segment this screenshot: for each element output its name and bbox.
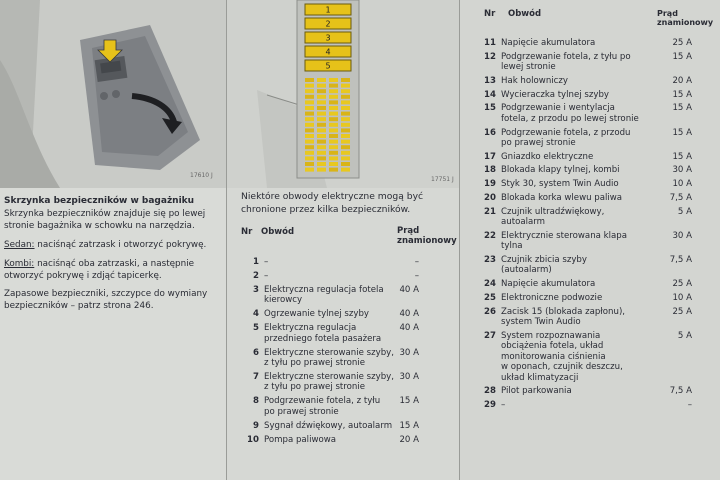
rated-current: 30 A: [672, 230, 692, 241]
fuse-number: 16: [484, 127, 496, 138]
fuse-slot-small: [317, 145, 326, 149]
fuse-number: 5: [253, 323, 259, 334]
fuse-slot-small: [341, 128, 350, 132]
fuse-slot-number: 5: [325, 61, 331, 71]
rated-current: 30 A: [399, 347, 419, 358]
header-nr: Nr: [241, 227, 253, 237]
circuit-name: System rozpoznawania obciążenia fotela, układ monitorowania ciśnienia w oponach, czujnik deszczu, układ klimatyzacji: [501, 330, 623, 383]
fuse-slot-small: [329, 100, 338, 104]
fuse-slot-number: 1: [325, 5, 331, 15]
rated-current: 5 A: [677, 330, 692, 341]
fuse-slot-small: [317, 112, 326, 116]
fuse-slot-small: [317, 134, 326, 138]
fuse-number: 17: [484, 151, 496, 162]
fuse-number: 12: [484, 51, 496, 62]
circuit-name: Zacisk 15 (blokada zapłonu), system Twin Audio: [501, 306, 626, 327]
circuit-name: Podgrzewanie fotela, z przodu po prawej stronie: [501, 127, 631, 148]
fuse-slot-small: [317, 106, 326, 110]
fuse-slot-small: [341, 106, 350, 110]
trunk-fusebox-illustration: [0, 0, 226, 188]
fuse-slot-small: [305, 89, 314, 93]
fuse-slot-small: [341, 78, 350, 82]
fuse-slot-small: [317, 168, 326, 172]
middle-page: [227, 0, 459, 480]
circuit-name: –: [264, 270, 269, 281]
fuse-number: 24: [484, 279, 496, 290]
fuse-number: 29: [484, 400, 496, 411]
fuse-slot-small: [329, 156, 338, 160]
fuse-slot-small: [329, 89, 338, 93]
rated-current: 15 A: [399, 396, 419, 407]
trunk-photo: [0, 0, 226, 188]
circuit-name: Gniazdko elektryczne: [501, 151, 594, 162]
circuit-name: –: [501, 400, 506, 411]
rated-current: 7,5 A: [669, 192, 692, 203]
fuse-number: 1: [253, 257, 259, 267]
circuit-name: Podgrzewanie fotela, z tyłu po lewej stronie: [501, 51, 631, 73]
fuse-slot-small: [329, 95, 338, 99]
fuse-slot-small: [341, 89, 350, 93]
fuse-slot-number: 3: [325, 33, 331, 43]
fuse-number: 10: [247, 434, 259, 445]
fusebox-photo: [227, 0, 459, 188]
circuit-name: Czujnik ultradźwiękowy, autoalarm: [501, 206, 605, 227]
fuse-slot-small: [329, 162, 338, 166]
circuit-name: Elektrycznie sterowana klapa tylna: [501, 230, 627, 252]
fuse-number: 15: [484, 103, 496, 114]
header-obwod: Obwód: [261, 227, 295, 237]
fuse-slot-small: [317, 151, 326, 155]
fuse-number: 22: [484, 230, 496, 241]
fuse-slot-small: [317, 156, 326, 160]
kombi-paragraph: Kombi: naciśnąć oba zatrzaski, a następnie otworzyć pokrywę i zdjąć tapicerkę.: [4, 259, 195, 281]
fuse-slot-small: [341, 95, 350, 99]
fuse-slot-small: [305, 162, 314, 166]
fuse-slot-small: [329, 145, 338, 149]
rated-current: 7,5 A: [669, 386, 692, 397]
header-obwod: Obwód: [508, 9, 542, 19]
fuse-slot-small: [317, 128, 326, 132]
fuse-slot-small: [305, 134, 314, 138]
rated-current: 10 A: [672, 179, 692, 190]
rated-current: 25 A: [672, 38, 692, 48]
circuit-name: Pilot parkowania: [501, 386, 572, 397]
section-title: Skrzynka bezpieczników w bagażniku: [4, 196, 195, 206]
rated-current: 40 A: [399, 323, 419, 334]
rated-current: 30 A: [672, 165, 692, 176]
rated-current: 7,5 A: [669, 254, 692, 265]
circuit-name: Blokada korka wlewu paliwa: [501, 192, 623, 203]
circuit-name: Napięcie akumulatora: [501, 38, 596, 48]
fuse-number: 2: [253, 270, 259, 281]
right-page: [460, 0, 720, 480]
circuit-name: Pompa paliwowa: [264, 434, 337, 445]
fuse-slot-small: [317, 89, 326, 93]
fuse-slot-small: [305, 112, 314, 116]
rated-current: 15 A: [672, 103, 692, 114]
fuse-slot-small: [329, 140, 338, 144]
intro-paragraph: Niektóre obwody elektryczne mogą być chronione przez kilka bezpieczników.: [241, 191, 424, 215]
fuse-slot-small: [329, 168, 338, 172]
fuse-slot-small: [305, 140, 314, 144]
fuse-slot-small: [341, 100, 350, 104]
fuse-slot-small: [329, 78, 338, 82]
fuse-number: 11: [484, 38, 496, 48]
rated-current: 15 A: [672, 89, 692, 100]
fuse-slot-small: [317, 140, 326, 144]
fuse-slot-small: [305, 145, 314, 149]
fuse-slot-small: [341, 162, 350, 166]
fuse-number: 14: [484, 89, 496, 100]
fuse-slot-small: [341, 145, 350, 149]
fuse-number: 20: [484, 192, 496, 203]
left-page: [0, 0, 226, 480]
fuse-slot-small: [329, 106, 338, 110]
circuit-name: Elektroniczne podwozie: [501, 292, 603, 303]
fuse-slot-small: [305, 128, 314, 132]
rated-current: 5 A: [677, 206, 692, 217]
fuse-slot-small: [329, 134, 338, 138]
fuse-slot-small: [329, 84, 338, 88]
fuse-number: 28: [484, 386, 496, 397]
photo-caption: 17751 J: [431, 176, 454, 183]
fuse-number: 19: [484, 179, 496, 190]
fuse-number: 7: [253, 371, 259, 382]
circuit-name: Ogrzewanie tylnej szyby: [264, 309, 370, 320]
fuse-slot-small: [317, 100, 326, 104]
fusebox-illustration: [227, 0, 459, 188]
circuit-name: Sygnał dźwiękowy, autoalarm: [264, 420, 393, 431]
circuit-name: Blokada klapy tylnej, kombi: [501, 165, 620, 176]
rated-current: 10 A: [672, 292, 692, 303]
fuse-slot-small: [305, 100, 314, 104]
fuse-slot-small: [329, 151, 338, 155]
fuse-slot-small: [305, 117, 314, 121]
fuse-slot-small: [341, 134, 350, 138]
fuse-slot-number: 2: [325, 19, 331, 29]
fuse-slot-small: [317, 162, 326, 166]
rated-current: 20 A: [672, 75, 692, 86]
rated-current: 15 A: [672, 151, 692, 162]
rated-current: 15 A: [672, 51, 692, 62]
fuse-slot-number: 4: [325, 47, 331, 57]
fuse-slot-small: [341, 156, 350, 160]
fuse-slot-small: [317, 95, 326, 99]
fuse-slot-small: [317, 117, 326, 121]
circuit-name: Napięcie akumulatora: [501, 279, 596, 290]
fuse-slot-small: [305, 156, 314, 160]
rated-current: 40 A: [399, 309, 419, 320]
rated-current: –: [414, 257, 419, 267]
fuse-slot-small: [305, 123, 314, 127]
spare-fuses-paragraph: Zapasowe bezpieczniki, szczypce do wymiany bezpieczników – patrz strona 246.: [4, 289, 208, 311]
fuse-number: 8: [253, 396, 259, 407]
fuse-number: 4: [253, 309, 259, 320]
rated-current: 30 A: [399, 371, 419, 382]
fuse-slot-small: [341, 112, 350, 116]
fuse-slot-small: [329, 123, 338, 127]
circuit-name: Podgrzewanie fotela, z tyłu po prawej stronie: [264, 396, 381, 417]
fuse-slot-small: [341, 168, 350, 172]
rated-current: 20 A: [399, 434, 419, 445]
fuse-slot-small: [329, 128, 338, 132]
fuse-slot-small: [305, 95, 314, 99]
circuit-name: Elektryczne sterowanie szyby, z tyłu po prawej stronie: [264, 371, 395, 393]
rated-current: –: [414, 270, 419, 281]
circuit-name: Hak holowniczy: [501, 75, 568, 86]
header-prad: Prąd znamionowy: [397, 226, 457, 246]
circuit-name: Wycieraczka tylnej szyby: [501, 89, 610, 100]
circuit-name: Czujnik zbicia szyby (autoalarm): [501, 254, 587, 276]
fuse-slot-small: [317, 123, 326, 127]
fuse-slot-small: [305, 151, 314, 155]
rated-current: 15 A: [399, 420, 419, 431]
rated-current: 25 A: [672, 279, 692, 290]
rated-current: 15 A: [672, 127, 692, 138]
fuse-slot-small: [317, 84, 326, 88]
fuse-slot-small: [305, 84, 314, 88]
header-prad: Prąd znamionowy: [657, 9, 714, 27]
header-nr: Nr: [484, 9, 496, 19]
rated-current: 40 A: [399, 284, 419, 295]
fuse-slot-small: [329, 117, 338, 121]
fuse-slot-small: [341, 123, 350, 127]
fuse-number: 26: [484, 306, 496, 317]
fuse-slot-small: [305, 78, 314, 82]
fuse-slot-small: [341, 84, 350, 88]
rated-current: –: [687, 400, 692, 411]
circuit-name: Elektryczna regulacja fotela kierowcy: [264, 284, 384, 306]
fuse-slot-small: [305, 106, 314, 110]
circuit-name: Podgrzewanie i wentylacja fotela, z przodu po lewej stronie: [501, 103, 639, 124]
circuit-name: –: [264, 257, 269, 267]
photo-caption: 17610 J: [190, 172, 213, 179]
fuse-slot-small: [341, 140, 350, 144]
fuse-number: 3: [253, 284, 259, 295]
fuse-slot-small: [341, 151, 350, 155]
fuse-slot-small: [329, 112, 338, 116]
fuse-number: 21: [484, 206, 496, 217]
fuse-number: 6: [253, 347, 259, 358]
fuse-number: 25: [484, 292, 496, 303]
circuit-name: Elektryczna regulacja przedniego fotela pasażera: [264, 323, 382, 344]
rated-current: 25 A: [672, 306, 692, 317]
location-paragraph: Skrzynka bezpieczników znajduje się po lewej stronie bagażnika w schowku na narzędzia.: [4, 209, 206, 231]
fuse-number: 23: [484, 254, 496, 265]
fuse-number: 27: [484, 330, 496, 341]
fuse-number: 9: [253, 420, 259, 431]
fuse-slot-small: [305, 168, 314, 172]
sedan-paragraph: Sedan: naciśnąć zatrzask i otworzyć pokrywę.: [4, 240, 207, 250]
circuit-name: Elektryczne sterowanie szyby, z tyłu po prawej stronie: [264, 347, 395, 368]
fuse-slot-small: [341, 117, 350, 121]
fuse-number: 18: [484, 165, 496, 176]
circuit-name: Styk 30, system Twin Audio: [501, 179, 619, 190]
fuse-number: 13: [484, 75, 496, 86]
fuse-slot-small: [317, 78, 326, 82]
